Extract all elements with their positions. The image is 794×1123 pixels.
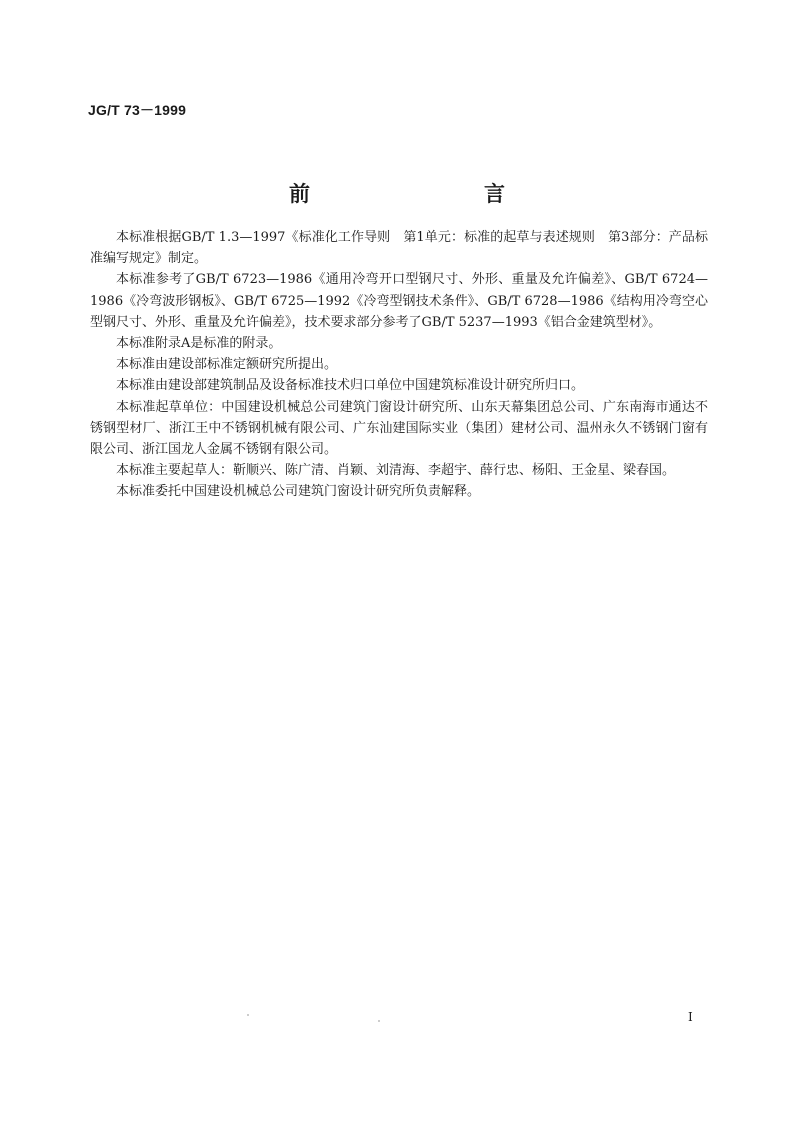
page-title: 前 言 xyxy=(289,182,549,206)
paragraph: 本标准附录A是标准的附录。 xyxy=(116,336,282,352)
paragraph: 本标准参考了GB/T 6723—1986《通用冷弯开口型钢尺寸、外形、重量及允许偏差》、GB/T 6724—1986《冷弯波形钢板》、GB/T 6725—1992《冷弯型钢技术条件》、GB/T 6728—1986《结构用冷弯空心型钢尺寸、外形、重量及允许偏差》，技术要求部分参考了GB/T 5237—1993《铝合金建筑型材》。 xyxy=(90,272,708,330)
page-number: I xyxy=(688,1010,693,1024)
paragraph: 本标准委托中国建设机械总公司建筑门窗设计研究所负责解释。 xyxy=(116,484,481,500)
standard-code: JG/T 73－1999 xyxy=(88,102,187,118)
foreword-body xyxy=(90,227,708,503)
paragraph: 本标准由建设部标准定额研究所提出。 xyxy=(116,357,338,373)
paragraph: 本标准根据GB/T 1.3—1997《标准化工作导则 第1单元：标准的起草与表述规则 第3部分：产品标准编写规定》制定。 xyxy=(90,230,708,267)
scan-speck xyxy=(378,1020,380,1022)
paragraph: 本标准主要起草人：靳顺兴、陈广清、肖颖、刘清海、李超宇、薛行忠、杨阳、王金星、梁春国。 xyxy=(116,463,676,479)
scan-speck xyxy=(247,1014,249,1016)
paragraph: 本标准起草单位：中国建设机械总公司建筑门窗设计研究所、山东天幕集团总公司、广东南海市通达不锈钢型材厂、浙江王中不锈钢机械有限公司、广东汕建国际实业（集团）建材公司、温州永久不锈钢门窗有限公司、浙江国龙人金属不锈钢有限公司。 xyxy=(90,399,708,458)
paragraph: 本标准由建设部建筑制品及设备标准技术归口单位中国建筑标准设计研究所归口。 xyxy=(116,378,585,394)
